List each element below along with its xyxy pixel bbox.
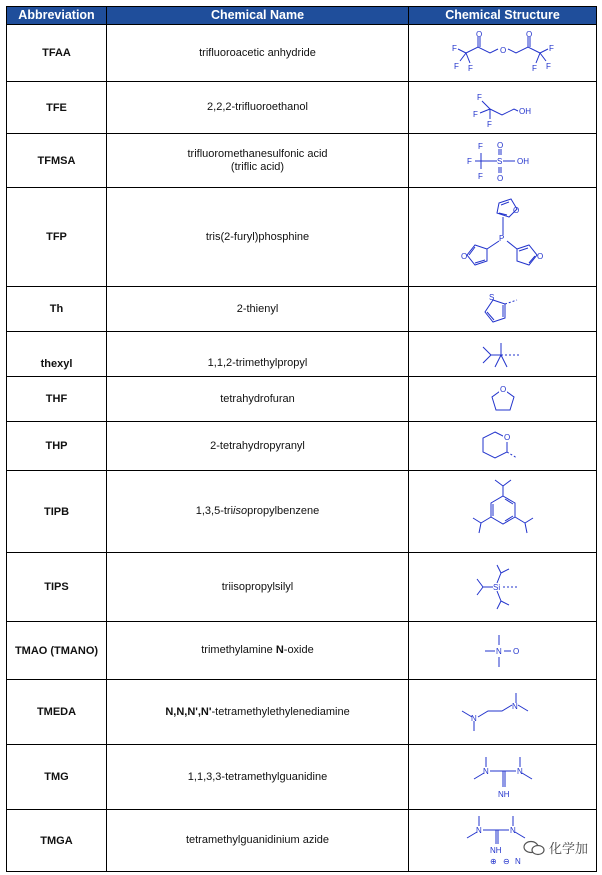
sulfur-label: S <box>496 156 502 166</box>
table-row <box>7 287 597 332</box>
abbreviation-cell: TMAO (TMANO) <box>7 622 107 680</box>
oxygen-label: O <box>496 173 503 183</box>
fluorine-label: F <box>453 62 459 71</box>
amine-label: NH <box>489 845 502 855</box>
oxygen-label: O <box>525 30 532 39</box>
chemical-name-cell: tetrahydrofuran <box>107 377 409 422</box>
abbreviation-cell: TIPS <box>7 553 107 622</box>
name-part-italic: iso <box>233 505 248 517</box>
structure-cell <box>409 377 597 422</box>
oxygen-label: O <box>496 140 503 150</box>
abbreviations-table <box>6 6 597 872</box>
structure-cell <box>409 134 597 188</box>
abbreviation-cell: TFMSA <box>7 134 107 188</box>
header-abbreviation: Abbreviation <box>7 7 107 25</box>
abbreviation-cell: Th <box>7 287 107 332</box>
chemical-name-cell: 2-tetrahydropyranyl <box>107 422 409 471</box>
nitrogen-label: N <box>482 767 489 776</box>
minus-charge-label: ⊖ <box>502 856 510 866</box>
name-part-locant: N,N,N',N' <box>165 705 212 718</box>
chemical-name-cell: 1,1,3,3-tetramethylguanidine <box>107 745 409 810</box>
thexyl-structure <box>473 335 533 373</box>
fluorine-label: F <box>531 64 537 73</box>
trimethylamine-oxide-structure <box>473 627 533 675</box>
chemical-name-cell: trifluoroacetic anhydride <box>107 25 409 82</box>
structure-cell <box>409 745 597 810</box>
table-row <box>7 745 597 810</box>
nitrogen-label: N <box>495 646 502 656</box>
structure-cell <box>409 82 597 134</box>
table-row <box>7 680 597 745</box>
tetramethylguanidine-structure <box>458 749 548 805</box>
plus-charge-label: ⊕ <box>489 856 497 866</box>
chemical-name-cell <box>107 680 409 745</box>
hydroxyl-label: OH <box>518 106 531 116</box>
table-row <box>7 82 597 134</box>
chemical-name-cell: triisopropylsilyl <box>107 553 409 622</box>
triisopropylbenzene-structure <box>453 474 553 550</box>
chemical-name-cell <box>107 622 409 680</box>
structure-cell <box>409 25 597 82</box>
table-row <box>7 332 597 377</box>
abbreviation-cell: THF <box>7 377 107 422</box>
chemical-name-line: trifluoromethanesulfonic acid <box>187 147 328 160</box>
name-part: trimethylamine <box>201 644 276 656</box>
chemical-name-cell: 1,1,2-trimethylpropyl <box>107 332 409 377</box>
oxygen-label: O <box>499 46 506 55</box>
fluorine-label: F <box>548 44 554 53</box>
imine-label: NH <box>497 790 510 799</box>
fluorine-label: F <box>477 141 483 151</box>
fluorine-label: F <box>467 64 473 73</box>
fluorine-label: F <box>451 44 457 53</box>
name-part-locant: N <box>275 644 284 656</box>
wechat-logo-icon <box>523 840 545 856</box>
watermark <box>523 838 588 857</box>
structure-cell <box>409 680 597 745</box>
oxygen-label: O <box>475 30 482 39</box>
azide-label: N <box>514 856 521 866</box>
table-row <box>7 810 597 872</box>
abbreviation-cell: TFE <box>7 82 107 134</box>
nitrogen-label: N <box>470 714 477 723</box>
abbreviation-cell: TFP <box>7 188 107 287</box>
chemical-name-cell: tetramethylguanidinium azide <box>107 810 409 872</box>
structure-cell <box>409 471 597 553</box>
oxygen-label: O <box>499 385 506 394</box>
abbreviation-cell: TMEDA <box>7 680 107 745</box>
table-row <box>7 25 597 82</box>
silicon-label: Si <box>492 583 500 592</box>
phosphorus-label: P <box>498 234 504 243</box>
trifluoroethanol-structure <box>468 87 538 129</box>
nitrogen-label: N <box>511 702 518 711</box>
fluorine-label: F <box>472 109 478 119</box>
header-chemical-structure: Chemical Structure <box>409 7 597 25</box>
chemical-name-cell <box>107 134 409 188</box>
structure-cell <box>409 622 597 680</box>
name-part: propylbenzene <box>247 505 320 517</box>
abbreviation-cell: TMGA <box>7 810 107 872</box>
tetrahydropyranyl-structure <box>473 424 533 468</box>
nitrogen-label: N <box>509 825 516 835</box>
oxygen-label: O <box>503 433 510 442</box>
table-row <box>7 471 597 553</box>
structure-cell <box>409 553 597 622</box>
abbreviation-cell: THP <box>7 422 107 471</box>
oxygen-label: O <box>460 252 467 261</box>
tmeda-structure <box>448 687 558 737</box>
abbreviation-cell: TFAA <box>7 25 107 82</box>
chemical-name-cell: tris(2-furyl)phosphine <box>107 188 409 287</box>
chemical-name-line: (triflic acid) <box>230 160 285 173</box>
sulfur-label: S <box>488 293 494 302</box>
structure-cell <box>409 188 597 287</box>
nitrogen-label: N <box>516 767 523 776</box>
header-row <box>7 7 597 25</box>
oxygen-label: O <box>536 252 543 261</box>
table-row <box>7 134 597 188</box>
trifluoroacetic-anhydride-structure <box>448 29 558 77</box>
structure-cell <box>409 287 597 332</box>
name-part: -tetramethylethylenediamine <box>211 705 350 718</box>
table-row <box>7 188 597 287</box>
header-chemical-name: Chemical Name <box>107 7 409 25</box>
triisopropylsilyl-structure <box>463 557 543 617</box>
triflic-acid-structure <box>463 139 543 183</box>
structure-cell <box>409 422 597 471</box>
chemical-name-cell: 2-thienyl <box>107 287 409 332</box>
hydroxyl-label: OH <box>516 156 529 166</box>
name-part: 1,3,5-tri <box>195 505 234 517</box>
fluorine-label: F <box>466 156 472 166</box>
structure-cell <box>409 332 597 377</box>
table-row <box>7 377 597 422</box>
table-row <box>7 422 597 471</box>
abbreviation-cell: TIPB <box>7 471 107 553</box>
oxygen-label: O <box>512 646 519 656</box>
fluorine-label: F <box>476 92 482 102</box>
name-part: -oxide <box>283 644 314 656</box>
tetrahydrofuran-structure <box>483 379 523 419</box>
chemical-name-cell: 2,2,2-trifluoroethanol <box>107 82 409 134</box>
table-row <box>7 553 597 622</box>
fluorine-label: F <box>545 62 551 71</box>
nitrogen-label: N <box>475 825 482 835</box>
fluorine-label: F <box>486 119 492 129</box>
fluorine-label: F <box>477 171 483 181</box>
thienyl-structure <box>473 290 533 328</box>
chemical-name-cell <box>107 471 409 553</box>
watermark-text: 化学加 <box>548 841 588 856</box>
oxygen-label: O <box>512 206 519 215</box>
abbreviation-cell: TMG <box>7 745 107 810</box>
table-row <box>7 622 597 680</box>
trifurylphosphine-structure <box>453 193 553 281</box>
abbreviation-cell: thexyl <box>7 332 107 377</box>
